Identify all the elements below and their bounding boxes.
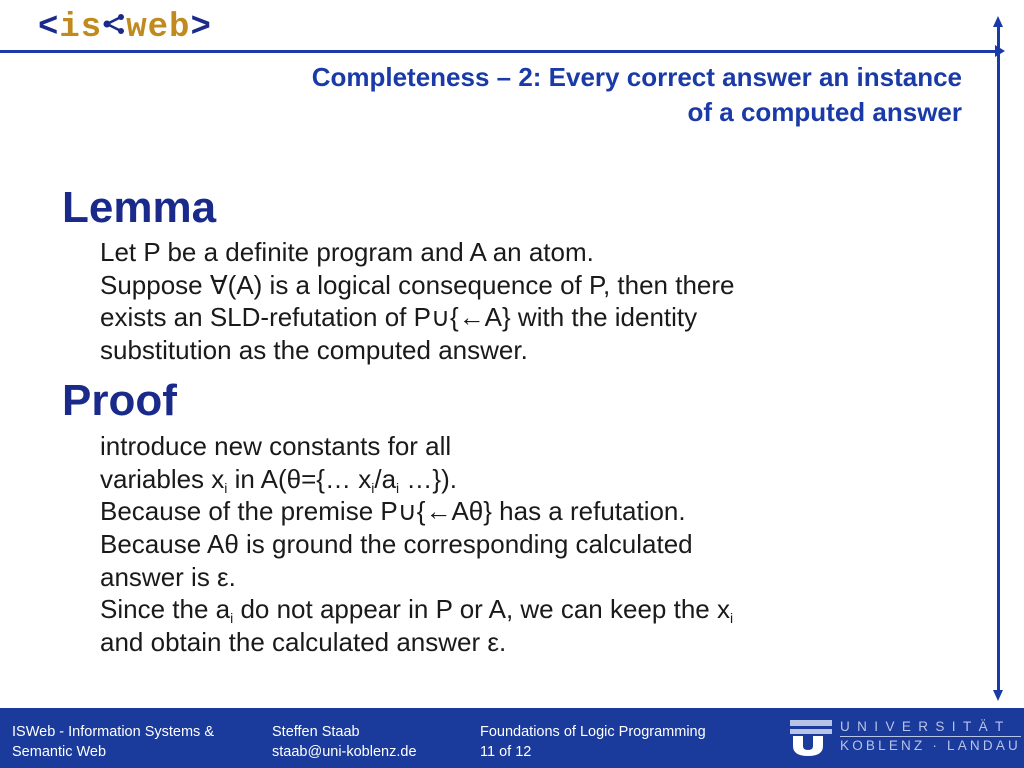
proof-line-5: answer is ε. bbox=[100, 561, 236, 592]
university-name bbox=[840, 719, 1021, 754]
lemma-line-1: Let P be a definite program and A an atom. bbox=[100, 237, 594, 267]
theta-symbol: θ bbox=[286, 463, 302, 494]
isweb-logo-icon bbox=[103, 13, 125, 35]
forall-symbol: ∀ bbox=[209, 269, 228, 300]
slide-title bbox=[62, 60, 962, 130]
logo-web-text: web bbox=[126, 9, 191, 47]
footer-author bbox=[272, 722, 417, 762]
vertical-rule bbox=[997, 26, 1000, 692]
logo-is-text: is bbox=[59, 9, 103, 47]
uni-koblenz-logo-icon bbox=[790, 720, 832, 756]
footer-email: staab@uni-koblenz.de bbox=[272, 744, 417, 760]
footer-page-number: 11 of 12 bbox=[480, 744, 532, 760]
university-line-2: KOBLENZ · LANDAU bbox=[840, 738, 1021, 753]
proof-line-2: variables $x_i$ in A(θ={… $x_i/a_i$ …}). bbox=[100, 463, 457, 496]
lemma-line-4: substitution as the computed answer. bbox=[100, 334, 528, 365]
epsilon-symbol: ε bbox=[487, 627, 499, 658]
university-line-1: UNIVERSITÄT bbox=[840, 719, 1011, 734]
proof-heading: Proof bbox=[62, 376, 177, 425]
theta-symbol: θ bbox=[224, 529, 239, 560]
horizontal-rule bbox=[0, 50, 1002, 53]
left-arrow-symbol: ← bbox=[458, 302, 485, 332]
union-symbol: ∪ bbox=[430, 302, 450, 332]
footer-course bbox=[480, 722, 706, 762]
footer-course-title: Foundations of Logic Programming bbox=[480, 724, 706, 740]
union-symbol: ∪ bbox=[397, 496, 417, 527]
epsilon-symbol: ε bbox=[217, 561, 229, 592]
footer-bar bbox=[0, 708, 1024, 768]
footer-author-name: Steffen Staab bbox=[272, 724, 360, 740]
left-arrow-symbol: ← bbox=[425, 496, 452, 527]
proof-line-6: Since the $a_i$ do not appear in P or A, we can keep the $x_i$ bbox=[100, 594, 734, 627]
lemma-line-2: Suppose ∀(A) is a logical consequence of P, then there bbox=[100, 269, 735, 300]
proof-line-4: Because Aθ is ground the corresponding calculated bbox=[100, 529, 693, 560]
proof-body bbox=[100, 430, 960, 659]
arrow-down-icon bbox=[993, 690, 1003, 701]
title-line-2: of a computed answer bbox=[687, 97, 962, 127]
theta-symbol: θ bbox=[468, 496, 484, 527]
lemma-heading: Lemma bbox=[62, 183, 217, 232]
proof-line-1: introduce new constants for all bbox=[100, 431, 452, 461]
title-line-1: Completeness – 2: Every correct answer an instance bbox=[311, 62, 962, 92]
footer-institute: ISWeb - Information Systems & Semantic Web bbox=[12, 724, 214, 760]
proof-line-3: Because of the premise P∪{←Aθ} has a refutation. bbox=[100, 496, 686, 527]
isweb-logo: <is web> bbox=[38, 9, 212, 47]
lemma-body bbox=[100, 236, 960, 366]
lemma-line-3: exists an SLD-refutation of P∪{←A} with the identity bbox=[100, 302, 698, 332]
proof-line-7: and obtain the calculated answer ε. bbox=[100, 627, 507, 658]
